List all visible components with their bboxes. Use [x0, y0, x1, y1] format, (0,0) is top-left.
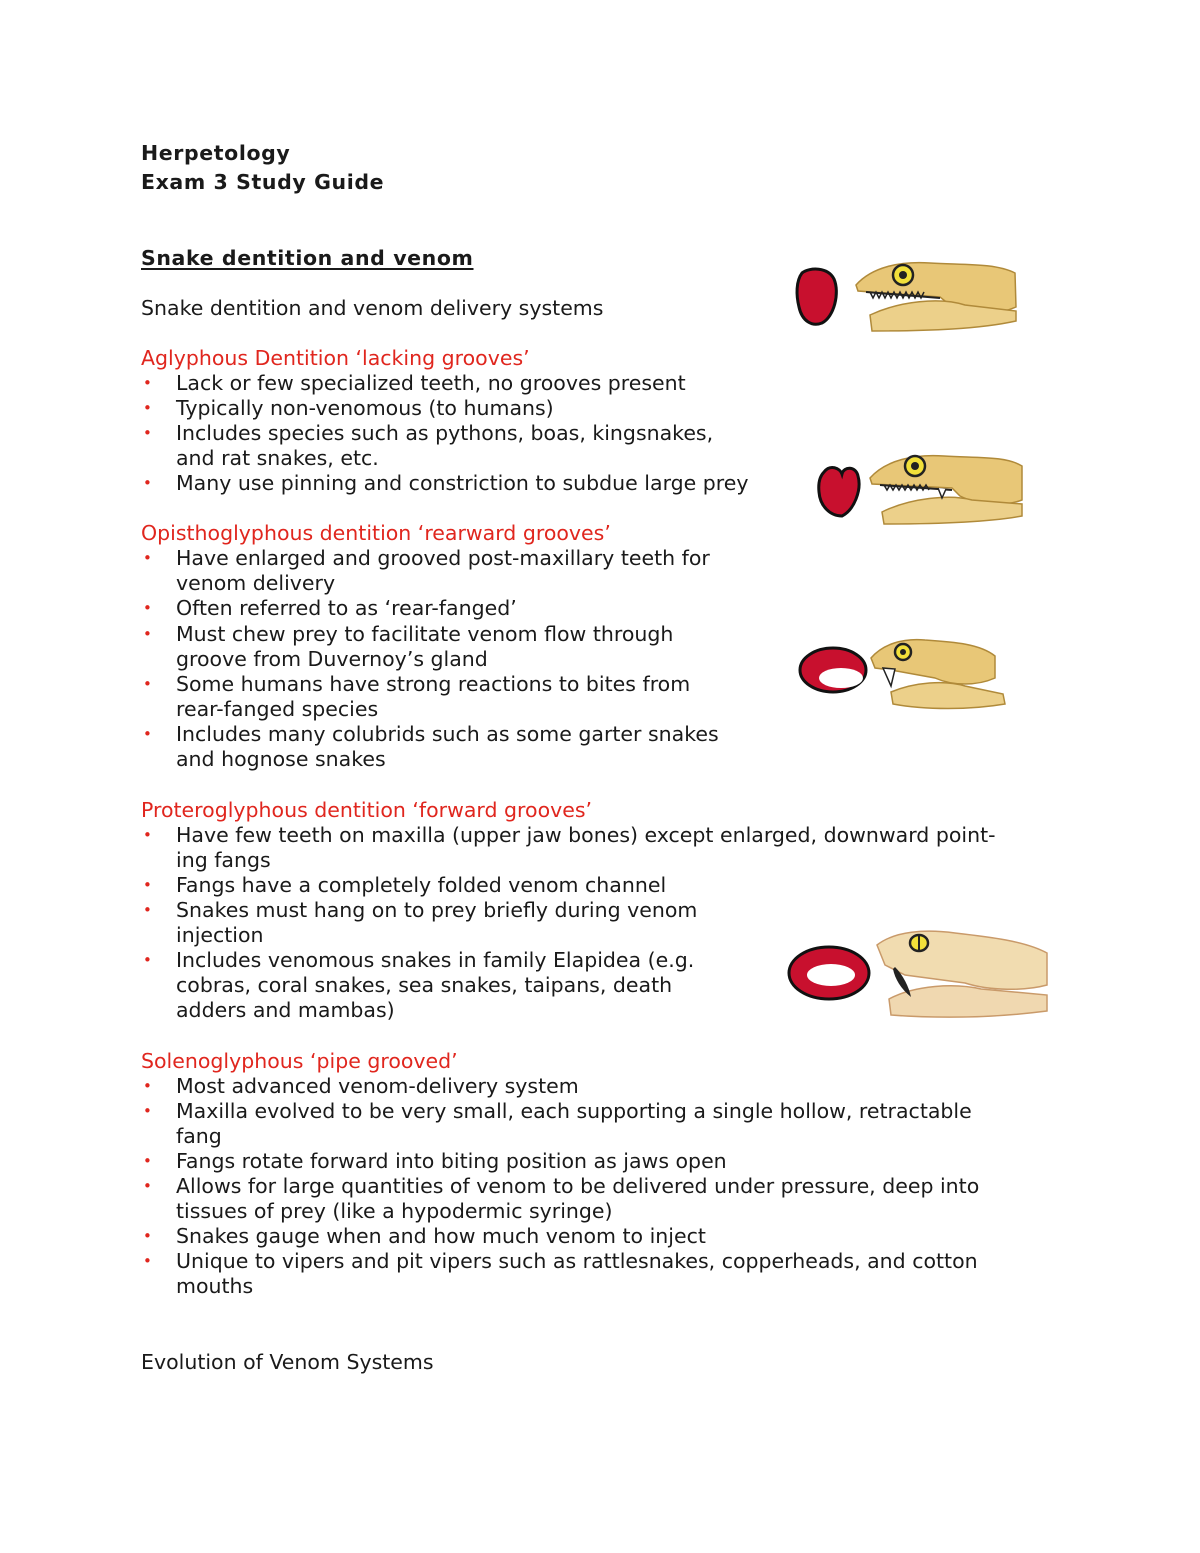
- section-intro: Snake dentition and venom delivery systems: [141, 296, 604, 320]
- bullet-dot: •: [143, 1152, 152, 1170]
- list-item: Snakes must hang on to prey briefly during venom: [176, 898, 698, 922]
- group-title-aglyphous: Aglyphous Dentition ‘lacking grooves’: [141, 346, 530, 370]
- list-item: Snakes gauge when and how much venom to inject: [176, 1224, 706, 1248]
- list-item-continued: venom delivery: [176, 571, 336, 595]
- bullet-dot: •: [143, 599, 152, 617]
- next-topic-heading: Evolution of Venom Systems: [141, 1350, 434, 1374]
- list-item-continued: injection: [176, 923, 264, 947]
- bullet-dot: •: [143, 951, 152, 969]
- list-item-continued: mouths: [176, 1274, 254, 1298]
- bullet-dot: •: [143, 1227, 152, 1245]
- course-title: Herpetology: [141, 141, 291, 165]
- bullet-dot: •: [143, 374, 152, 392]
- opisthoglyphous-skull-icon: [810, 450, 1030, 530]
- list-item: Many use pinning and constriction to subdue large prey: [176, 471, 749, 495]
- list-item-continued: groove from Duvernoy’s gland: [176, 647, 488, 671]
- bullet-dot: •: [143, 876, 152, 894]
- list-item: Typically non-venomous (to humans): [176, 396, 554, 420]
- list-item-continued: adders and mambas): [176, 998, 395, 1022]
- list-item: Have few teeth on maxilla (upper jaw bones) except enlarged, downward point-: [176, 823, 996, 847]
- list-item: Allows for large quantities of venom to be delivered under pressure, deep into: [176, 1174, 980, 1198]
- list-item: Includes venomous snakes in family Elapidea (e.g.: [176, 948, 695, 972]
- list-item: Fangs have a completely folded venom channel: [176, 873, 667, 897]
- bullet-dot: •: [143, 725, 152, 743]
- list-item: Some humans have strong reactions to bites from: [176, 672, 691, 696]
- group-title-solenoglyphous: Solenoglyphous ‘pipe grooved’: [141, 1049, 458, 1073]
- bullet-dot: •: [143, 1102, 152, 1120]
- list-item-continued: and rat snakes, etc.: [176, 446, 379, 470]
- bullet-dot: •: [143, 1252, 152, 1270]
- list-item: Must chew prey to facilitate venom flow through: [176, 622, 674, 646]
- document-subtitle: Exam 3 Study Guide: [141, 170, 385, 194]
- list-item: Lack or few specialized teeth, no grooves present: [176, 371, 686, 395]
- list-item: Most advanced venom-delivery system: [176, 1074, 579, 1098]
- list-item: Unique to vipers and pit vipers such as rattlesnakes, copperheads, and cotton: [176, 1249, 978, 1273]
- bullet-dot: •: [143, 675, 152, 693]
- group-title-opisthoglyphous: Opisthoglyphous dentition ‘rearward grooves’: [141, 521, 611, 545]
- list-item: Maxilla evolved to be very small, each supporting a single hollow, retractable: [176, 1099, 972, 1123]
- aglyphous-skull-icon: [790, 255, 1030, 335]
- group-title-proteroglyphous: Proteroglyphous dentition ‘forward grooves’: [141, 798, 593, 822]
- proteroglyphous-skull-icon: [795, 632, 1030, 712]
- section-heading: Snake dentition and venom: [141, 246, 474, 270]
- list-item: Often referred to as ‘rear-fanged’: [176, 596, 517, 620]
- bullet-dot: •: [143, 424, 152, 442]
- bullet-dot: •: [143, 474, 152, 492]
- bullet-dot: •: [143, 1077, 152, 1095]
- list-item: Includes many colubrids such as some garter snakes: [176, 722, 719, 746]
- bullet-dot: •: [143, 549, 152, 567]
- list-item-continued: cobras, coral snakes, sea snakes, taipans, death: [176, 973, 673, 997]
- list-item-continued: rear-fanged species: [176, 697, 379, 721]
- list-item-continued: tissues of prey (like a hypodermic syringe): [176, 1199, 613, 1223]
- bullet-dot: •: [143, 625, 152, 643]
- list-item-continued: ing fangs: [176, 848, 271, 872]
- solenoglyphous-skull-icon: [785, 925, 1050, 1025]
- list-item-continued: fang: [176, 1124, 222, 1148]
- list-item: Have enlarged and grooved post-maxillary teeth for: [176, 546, 710, 570]
- list-item-continued: and hognose snakes: [176, 747, 386, 771]
- bullet-dot: •: [143, 826, 152, 844]
- bullet-dot: •: [143, 901, 152, 919]
- list-item: Fangs rotate forward into biting position as jaws open: [176, 1149, 727, 1173]
- bullet-dot: •: [143, 1177, 152, 1195]
- bullet-dot: •: [143, 399, 152, 417]
- list-item: Includes species such as pythons, boas, kingsnakes,: [176, 421, 714, 445]
